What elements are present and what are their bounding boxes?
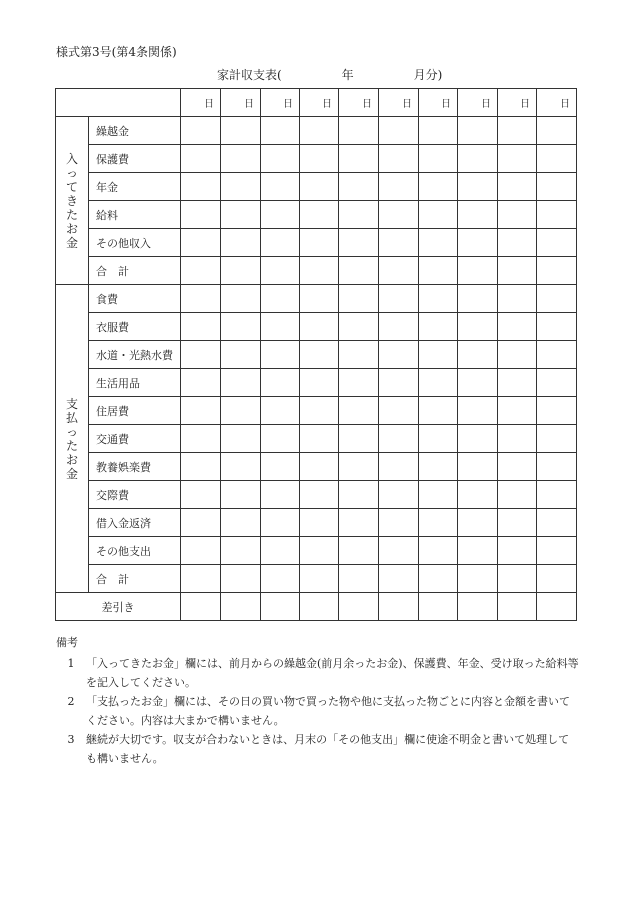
- entry-cell[interactable]: [537, 425, 577, 453]
- entry-cell[interactable]: [261, 509, 300, 537]
- income-row-label: その他収入: [89, 229, 181, 257]
- entry-cell[interactable]: [181, 257, 221, 285]
- entry-cell[interactable]: [458, 565, 498, 593]
- entry-cell[interactable]: [537, 313, 577, 341]
- entry-cell[interactable]: [537, 145, 577, 173]
- entry-cell[interactable]: [498, 593, 537, 621]
- entry-cell[interactable]: [537, 565, 577, 593]
- entry-cell[interactable]: [339, 285, 379, 313]
- entry-cell[interactable]: [498, 285, 537, 313]
- entry-cell[interactable]: [181, 593, 221, 621]
- entry-cell[interactable]: [498, 397, 537, 425]
- entry-cell[interactable]: [339, 369, 379, 397]
- entry-cell[interactable]: [458, 285, 498, 313]
- remark-note: [56, 692, 580, 730]
- remark-text: 「支払ったお金」欄には、その日の買い物で買った物や他に支払った物ごとに内容と金額を書いてください。内容は大まかで構いません。: [86, 695, 570, 727]
- entry-cell[interactable]: [458, 257, 498, 285]
- entry-cell[interactable]: [339, 565, 379, 593]
- expense-row-label: 交際費: [89, 481, 181, 509]
- entry-cell[interactable]: [300, 229, 339, 257]
- entry-cell[interactable]: [458, 341, 498, 369]
- expense-row-label: 衣服費: [89, 313, 181, 341]
- entry-cell[interactable]: [498, 173, 537, 201]
- income-row: [56, 229, 577, 257]
- entry-cell[interactable]: [419, 425, 458, 453]
- entry-cell[interactable]: [221, 593, 261, 621]
- expense-row: [56, 537, 577, 565]
- entry-cell[interactable]: [221, 537, 261, 565]
- entry-cell[interactable]: [300, 509, 339, 537]
- entry-cell[interactable]: [537, 453, 577, 481]
- entry-cell[interactable]: [379, 201, 419, 229]
- entry-cell[interactable]: [339, 145, 379, 173]
- entry-cell[interactable]: [261, 313, 300, 341]
- entry-cell[interactable]: [300, 201, 339, 229]
- day-header-cell: 日: [221, 89, 261, 117]
- entry-cell[interactable]: [221, 481, 261, 509]
- entry-cell[interactable]: [221, 229, 261, 257]
- expense-row: [56, 425, 577, 453]
- entry-cell[interactable]: [498, 481, 537, 509]
- expense-row: [56, 453, 577, 481]
- entry-cell[interactable]: [261, 397, 300, 425]
- entry-cell[interactable]: [458, 593, 498, 621]
- entry-cell[interactable]: [181, 537, 221, 565]
- expense-row: [56, 565, 577, 593]
- day-header-cell: 日: [379, 89, 419, 117]
- remark-note: [56, 730, 580, 768]
- entry-cell[interactable]: [300, 173, 339, 201]
- entry-cell[interactable]: [221, 369, 261, 397]
- income-group-label: 入ってきたお金: [66, 151, 79, 250]
- entry-cell[interactable]: [181, 481, 221, 509]
- entry-cell[interactable]: [300, 117, 339, 145]
- entry-cell[interactable]: [379, 145, 419, 173]
- entry-cell[interactable]: [261, 201, 300, 229]
- entry-cell[interactable]: [419, 509, 458, 537]
- entry-cell[interactable]: [537, 341, 577, 369]
- expense-row-label: 水道・光熱水費: [89, 341, 181, 369]
- entry-cell[interactable]: [379, 257, 419, 285]
- entry-cell[interactable]: [379, 593, 419, 621]
- expense-row-label: 合 計: [89, 565, 181, 593]
- expense-row-label: 教養娯楽費: [89, 453, 181, 481]
- entry-cell[interactable]: [261, 565, 300, 593]
- entry-cell[interactable]: [300, 425, 339, 453]
- entry-cell[interactable]: [379, 173, 419, 201]
- entry-cell[interactable]: [181, 145, 221, 173]
- entry-cell[interactable]: [498, 313, 537, 341]
- income-row: [56, 117, 577, 145]
- entry-cell[interactable]: [261, 537, 300, 565]
- entry-cell[interactable]: [221, 117, 261, 145]
- entry-cell[interactable]: [498, 145, 537, 173]
- entry-cell[interactable]: [221, 313, 261, 341]
- entry-cell[interactable]: [498, 257, 537, 285]
- entry-cell[interactable]: [300, 369, 339, 397]
- header-row: [56, 89, 577, 117]
- expense-row-label: その他支出: [89, 537, 181, 565]
- entry-cell[interactable]: [458, 453, 498, 481]
- entry-cell[interactable]: [419, 117, 458, 145]
- header-corner-cell: [56, 89, 181, 117]
- entry-cell[interactable]: [419, 285, 458, 313]
- entry-cell[interactable]: [458, 369, 498, 397]
- expense-row-label: 生活用品: [89, 369, 181, 397]
- entry-cell[interactable]: [458, 509, 498, 537]
- entry-cell[interactable]: [379, 369, 419, 397]
- entry-cell[interactable]: [221, 285, 261, 313]
- entry-cell[interactable]: [537, 369, 577, 397]
- entry-cell[interactable]: [261, 593, 300, 621]
- entry-cell[interactable]: [498, 453, 537, 481]
- entry-cell[interactable]: [537, 285, 577, 313]
- entry-cell[interactable]: [339, 341, 379, 369]
- entry-cell[interactable]: [181, 229, 221, 257]
- entry-cell[interactable]: [379, 285, 419, 313]
- entry-cell[interactable]: [261, 173, 300, 201]
- entry-cell[interactable]: [181, 369, 221, 397]
- expense-row: [56, 341, 577, 369]
- entry-cell[interactable]: [339, 229, 379, 257]
- entry-cell[interactable]: [537, 481, 577, 509]
- remark-number: 2: [67, 695, 75, 708]
- entry-cell[interactable]: [181, 453, 221, 481]
- entry-cell[interactable]: [261, 369, 300, 397]
- entry-cell[interactable]: [419, 565, 458, 593]
- entry-cell[interactable]: [419, 453, 458, 481]
- remark-note: [56, 654, 580, 692]
- entry-cell[interactable]: [339, 313, 379, 341]
- difference-label: 差引き: [56, 593, 181, 621]
- entry-cell[interactable]: [261, 229, 300, 257]
- entry-cell[interactable]: [300, 313, 339, 341]
- entry-cell[interactable]: [379, 117, 419, 145]
- entry-cell[interactable]: [261, 257, 300, 285]
- entry-cell[interactable]: [498, 229, 537, 257]
- income-row-label: 給料: [89, 201, 181, 229]
- remark-number: 1: [67, 657, 75, 670]
- entry-cell[interactable]: [181, 397, 221, 425]
- entry-cell[interactable]: [419, 229, 458, 257]
- expense-group-label-cell: [56, 285, 89, 593]
- entry-cell[interactable]: [419, 201, 458, 229]
- form-number: 様式第3号(第4条関係): [56, 45, 177, 59]
- income-row: [56, 173, 577, 201]
- entry-cell[interactable]: [537, 229, 577, 257]
- entry-cell[interactable]: [339, 537, 379, 565]
- entry-cell[interactable]: [498, 537, 537, 565]
- entry-cell[interactable]: [181, 117, 221, 145]
- entry-cell[interactable]: [458, 201, 498, 229]
- expense-row: [56, 285, 577, 313]
- entry-cell[interactable]: [300, 341, 339, 369]
- entry-cell[interactable]: [339, 173, 379, 201]
- remark-text: 「入ってきたお金」欄には、前月からの繰越金(前月余ったお金)、保護費、年金、受け取った給料等を記入してください。: [86, 657, 579, 689]
- entry-cell[interactable]: [419, 369, 458, 397]
- entry-cell[interactable]: [458, 313, 498, 341]
- entry-cell[interactable]: [300, 285, 339, 313]
- entry-cell[interactable]: [300, 257, 339, 285]
- entry-cell[interactable]: [221, 453, 261, 481]
- entry-cell[interactable]: [339, 453, 379, 481]
- entry-cell[interactable]: [458, 117, 498, 145]
- entry-cell[interactable]: [181, 341, 221, 369]
- day-header-cell: 日: [261, 89, 300, 117]
- day-header-cell: 日: [181, 89, 221, 117]
- entry-cell[interactable]: [419, 313, 458, 341]
- entry-cell[interactable]: [261, 481, 300, 509]
- day-header-cell: 日: [300, 89, 339, 117]
- entry-cell[interactable]: [339, 481, 379, 509]
- entry-cell[interactable]: [379, 481, 419, 509]
- expense-group-label: 支払ったお金: [66, 396, 79, 481]
- entry-cell[interactable]: [379, 397, 419, 425]
- expense-row: [56, 397, 577, 425]
- entry-cell[interactable]: [339, 117, 379, 145]
- day-header-cell: 日: [498, 89, 537, 117]
- household-budget-table: [55, 88, 577, 621]
- form-title: 家計収支表( 年 月分): [217, 68, 443, 82]
- expense-row-label: 住居費: [89, 397, 181, 425]
- entry-cell[interactable]: [261, 145, 300, 173]
- entry-cell[interactable]: [379, 537, 419, 565]
- entry-cell[interactable]: [339, 397, 379, 425]
- entry-cell[interactable]: [458, 397, 498, 425]
- entry-cell[interactable]: [537, 593, 577, 621]
- entry-cell[interactable]: [221, 397, 261, 425]
- entry-cell[interactable]: [221, 425, 261, 453]
- income-row: [56, 201, 577, 229]
- remarks-title: 備考: [56, 636, 78, 649]
- entry-cell[interactable]: [419, 593, 458, 621]
- entry-cell[interactable]: [300, 593, 339, 621]
- entry-cell[interactable]: [498, 425, 537, 453]
- entry-cell[interactable]: [537, 397, 577, 425]
- entry-cell[interactable]: [379, 453, 419, 481]
- day-header-cell: 日: [537, 89, 577, 117]
- income-row-label: 合 計: [89, 257, 181, 285]
- entry-cell[interactable]: [498, 565, 537, 593]
- expense-row-label: 食費: [89, 285, 181, 313]
- entry-cell[interactable]: [300, 145, 339, 173]
- income-row: [56, 257, 577, 285]
- remarks-notes: [56, 654, 580, 768]
- entry-cell[interactable]: [419, 145, 458, 173]
- entry-cell[interactable]: [419, 257, 458, 285]
- expense-row: [56, 369, 577, 397]
- day-header-cell: 日: [419, 89, 458, 117]
- expense-row: [56, 509, 577, 537]
- day-header-cell: 日: [339, 89, 379, 117]
- entry-cell[interactable]: [261, 453, 300, 481]
- entry-cell[interactable]: [537, 257, 577, 285]
- entry-cell[interactable]: [419, 173, 458, 201]
- income-group-label-cell: [56, 117, 89, 285]
- entry-cell[interactable]: [537, 173, 577, 201]
- entry-cell[interactable]: [458, 145, 498, 173]
- income-row: [56, 145, 577, 173]
- entry-cell[interactable]: [300, 565, 339, 593]
- income-row-label: 保護費: [89, 145, 181, 173]
- entry-cell[interactable]: [181, 425, 221, 453]
- difference-row: [56, 593, 577, 621]
- entry-cell[interactable]: [498, 509, 537, 537]
- income-row-label: 繰越金: [89, 117, 181, 145]
- entry-cell[interactable]: [498, 341, 537, 369]
- entry-cell[interactable]: [181, 285, 221, 313]
- entry-cell[interactable]: [221, 509, 261, 537]
- entry-cell[interactable]: [300, 481, 339, 509]
- entry-cell[interactable]: [339, 201, 379, 229]
- expense-row-label: 交通費: [89, 425, 181, 453]
- entry-cell[interactable]: [261, 117, 300, 145]
- entry-cell[interactable]: [379, 565, 419, 593]
- remark-text: 継続が大切です。収支が合わないときは、月末の「その他支出」欄に使途不明金と書いて処理しても構いません。: [86, 733, 570, 765]
- expense-row: [56, 481, 577, 509]
- entry-cell[interactable]: [537, 117, 577, 145]
- entry-cell[interactable]: [419, 341, 458, 369]
- entry-cell[interactable]: [261, 425, 300, 453]
- entry-cell[interactable]: [458, 481, 498, 509]
- entry-cell[interactable]: [379, 229, 419, 257]
- entry-cell[interactable]: [419, 397, 458, 425]
- entry-cell[interactable]: [221, 145, 261, 173]
- entry-cell[interactable]: [498, 117, 537, 145]
- entry-cell[interactable]: [221, 201, 261, 229]
- entry-cell[interactable]: [537, 537, 577, 565]
- remarks: [56, 633, 580, 768]
- entry-cell[interactable]: [379, 509, 419, 537]
- entry-cell[interactable]: [379, 425, 419, 453]
- entry-cell[interactable]: [339, 593, 379, 621]
- entry-cell[interactable]: [221, 257, 261, 285]
- entry-cell[interactable]: [537, 201, 577, 229]
- entry-cell[interactable]: [300, 537, 339, 565]
- income-row-label: 年金: [89, 173, 181, 201]
- entry-cell[interactable]: [221, 341, 261, 369]
- entry-cell[interactable]: [458, 173, 498, 201]
- entry-cell[interactable]: [181, 201, 221, 229]
- entry-cell[interactable]: [458, 537, 498, 565]
- entry-cell[interactable]: [419, 481, 458, 509]
- entry-cell[interactable]: [300, 453, 339, 481]
- entry-cell[interactable]: [419, 537, 458, 565]
- entry-cell[interactable]: [261, 341, 300, 369]
- expense-row-label: 借入金返済: [89, 509, 181, 537]
- entry-cell[interactable]: [458, 229, 498, 257]
- entry-cell[interactable]: [261, 285, 300, 313]
- entry-cell[interactable]: [221, 565, 261, 593]
- expense-row: [56, 313, 577, 341]
- entry-cell[interactable]: [181, 173, 221, 201]
- entry-cell[interactable]: [379, 313, 419, 341]
- entry-cell[interactable]: [458, 425, 498, 453]
- entry-cell[interactable]: [181, 313, 221, 341]
- entry-cell[interactable]: [181, 565, 221, 593]
- entry-cell[interactable]: [498, 201, 537, 229]
- day-header-cell: 日: [458, 89, 498, 117]
- entry-cell[interactable]: [339, 257, 379, 285]
- entry-cell[interactable]: [300, 397, 339, 425]
- entry-cell[interactable]: [339, 509, 379, 537]
- remark-number: 3: [67, 733, 75, 746]
- entry-cell[interactable]: [339, 425, 379, 453]
- entry-cell[interactable]: [379, 341, 419, 369]
- entry-cell[interactable]: [537, 509, 577, 537]
- entry-cell[interactable]: [498, 369, 537, 397]
- entry-cell[interactable]: [181, 509, 221, 537]
- entry-cell[interactable]: [221, 173, 261, 201]
